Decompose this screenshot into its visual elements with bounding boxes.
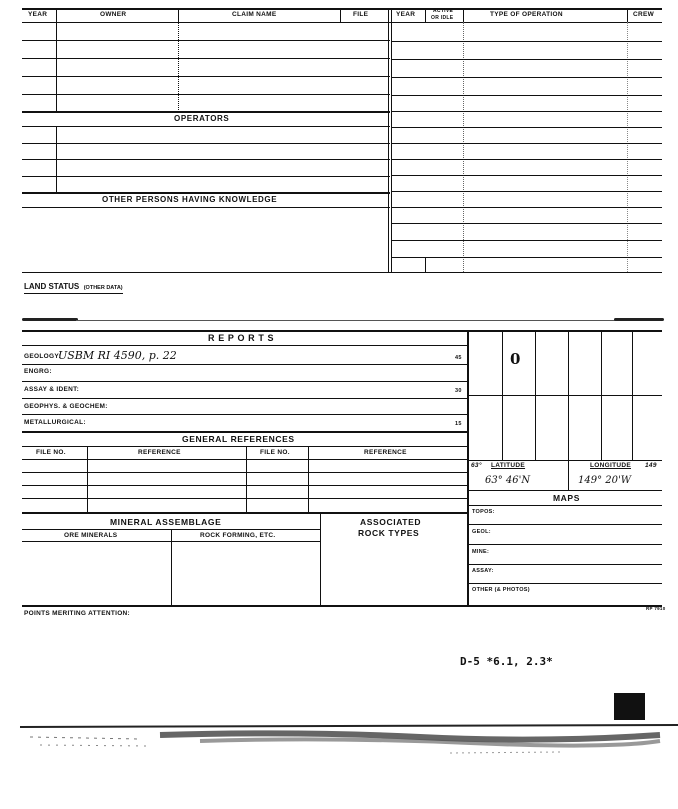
side-number-15: 15: [455, 421, 462, 427]
gr-header-file-no-2: FILE NO.: [260, 449, 290, 456]
mineral-assemblage-title: MINERAL ASSEMBLAGE: [110, 517, 222, 527]
gr-header-reference-1: REFERENCE: [138, 449, 181, 456]
header-crew: CREW: [633, 11, 655, 18]
side-number-45: 45: [455, 355, 462, 361]
associated-label-line2: ROCK TYPES: [358, 528, 420, 538]
maps-topos: TOPOS:: [472, 509, 495, 515]
assay-label: ASSAY & IDENT:: [24, 386, 80, 393]
ore-minerals-label: ORE MINERALS: [64, 532, 118, 539]
latitude-prefix: 63°: [471, 462, 482, 469]
associated-label-line1: ASSOCIATED: [360, 517, 422, 527]
reports-title: R E P O R T S: [208, 333, 275, 343]
rock-forming-label: ROCK FORMING, ETC.: [200, 532, 276, 539]
maps-other-photos: OTHER (& PHOTOS): [472, 587, 530, 593]
form-number: RP 7910: [646, 606, 666, 611]
header-claim-name: CLAIM NAME: [232, 11, 277, 18]
other-persons-label: OTHER PERSONS HAVING KNOWLEDGE: [102, 195, 278, 204]
longitude-value: 149° 20'W: [578, 475, 632, 486]
land-status-subtext: (OTHER DATA): [83, 285, 123, 291]
latitude-value: 63° 46'N: [485, 475, 531, 486]
header-year: YEAR: [28, 11, 48, 18]
maps-mine: MINE:: [472, 549, 490, 555]
operators-label: OPERATORS: [174, 114, 230, 123]
header-active-idle-line1: ACTIVE: [433, 8, 454, 14]
geophys-label: GEOPHYS. & GEOCHEM:: [24, 403, 108, 410]
maps-assay: ASSAY:: [472, 568, 494, 574]
geology-value: USBM RI 4590, p. 22: [58, 349, 177, 362]
longitude-suffix: 149: [645, 462, 657, 469]
metallurgical-label: METALLURGICAL:: [24, 419, 86, 426]
engrg-label: ENGRG:: [24, 368, 52, 375]
header-year-2: YEAR: [396, 11, 416, 18]
maps-title: MAPS: [553, 493, 580, 503]
side-number-30: 30: [455, 388, 462, 394]
header-active-idle-line2: OR IDLE: [431, 15, 454, 21]
land-status-text: LAND STATUS: [24, 282, 80, 291]
latitude-label: LATITUDE: [491, 462, 526, 469]
maps-geol: GEOL:: [472, 529, 491, 535]
longitude-label: LONGITUDE: [590, 462, 631, 469]
grid-marker: 0: [510, 350, 521, 368]
file-stamp: D-5 *6.1, 2.3*: [460, 655, 553, 668]
scan-noise-band: [0, 715, 678, 765]
gr-header-reference-2: REFERENCE: [364, 449, 407, 456]
geology-label: GEOLOGY:: [24, 353, 61, 360]
gr-header-file-no-1: FILE NO.: [36, 449, 66, 456]
points-meriting-attention-label: POINTS MERITING ATTENTION:: [24, 610, 131, 617]
header-file: FILE: [353, 11, 369, 18]
land-status-label: [24, 277, 123, 294]
general-references-title: GENERAL REFERENCES: [182, 434, 295, 444]
header-owner: OWNER: [100, 11, 127, 18]
header-type-of-operation: TYPE OF OPERATION: [490, 11, 563, 18]
